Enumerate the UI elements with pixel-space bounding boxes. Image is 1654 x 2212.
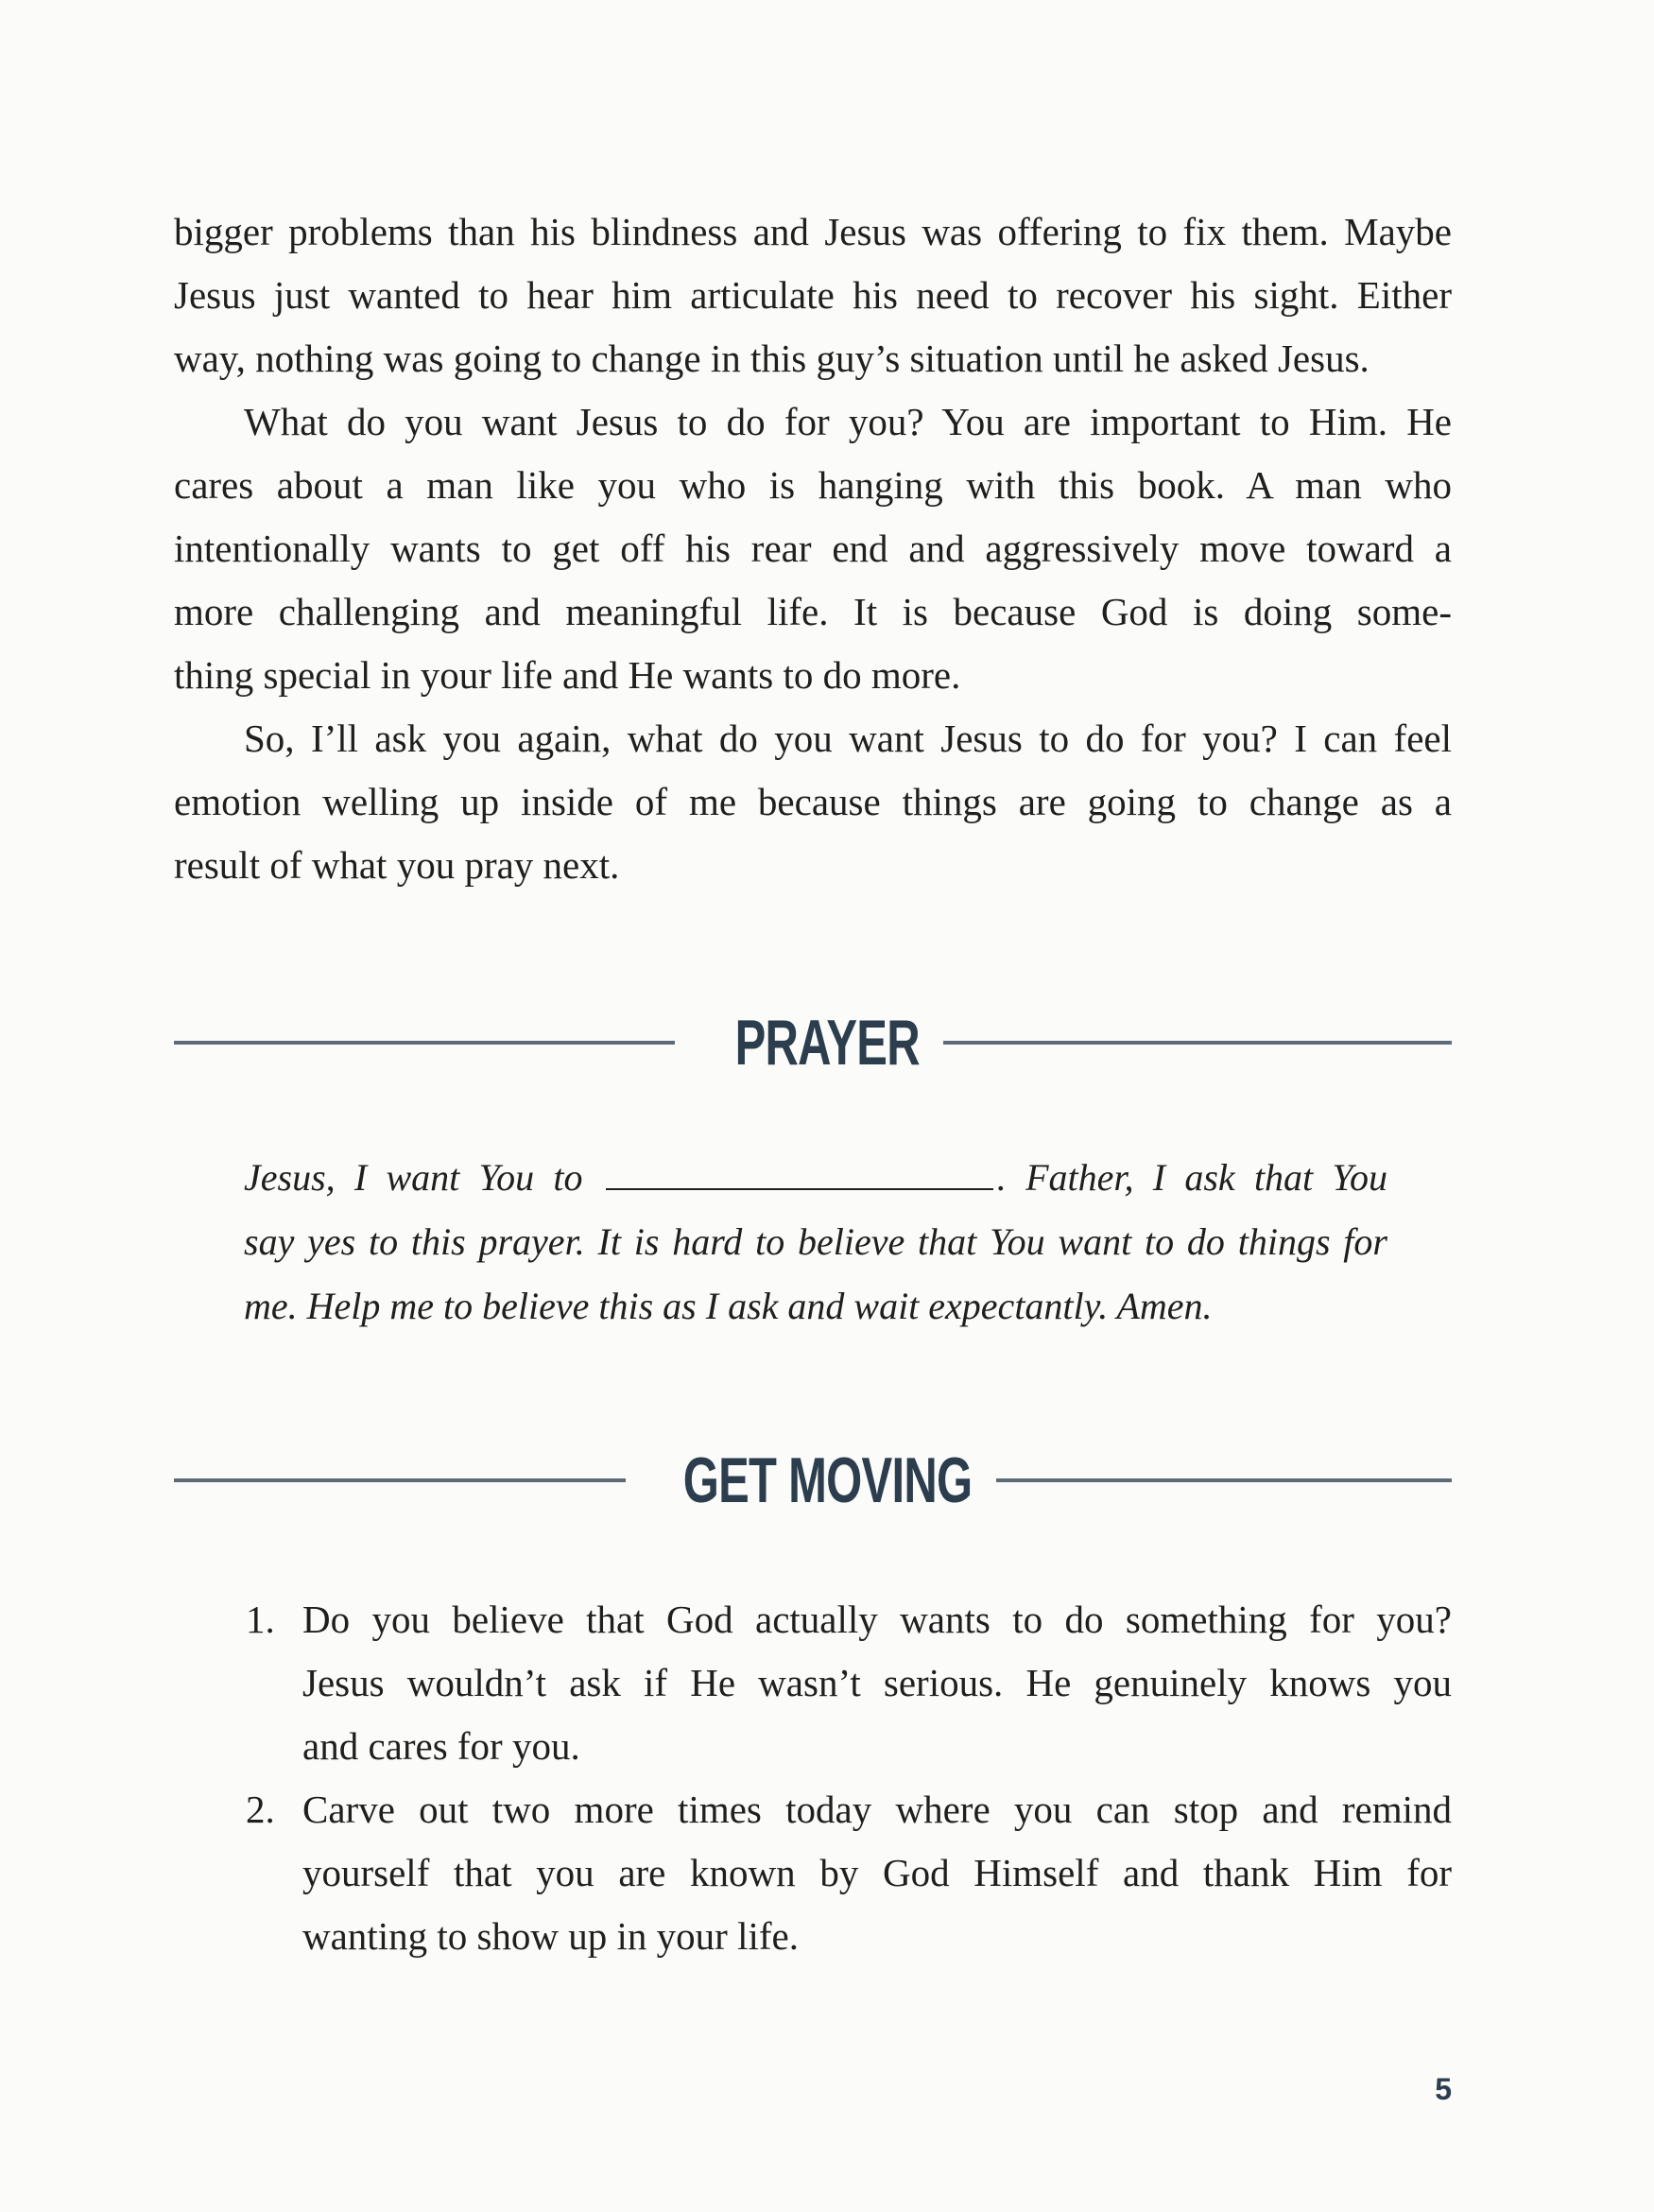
get-moving-heading: GET MOVING <box>682 1444 973 1516</box>
get-moving-section-header <box>174 1443 1452 1518</box>
text-line: result of what you pray next. <box>174 843 620 887</box>
text-line: emotion welling up inside of me because things are going to change as a <box>174 780 1452 823</box>
prayer-line-start: Jesus, I want You to <box>244 1156 583 1199</box>
text-line: Jesus wouldn’t ask if He wasn’t serious. He genuinely knows you <box>302 1661 1452 1704</box>
text-line: Carve out two more times today where you can stop and remind <box>302 1788 1452 1831</box>
action-steps-list <box>174 1588 1452 1968</box>
page-number: 5 <box>1435 2072 1452 2106</box>
prayer-section-header <box>174 1005 1452 1080</box>
intro-paragraph <box>174 200 1452 390</box>
prayer-line: say yes to this prayer. It is hard to believe that You want to do things for <box>244 1220 1387 1263</box>
text-line: Do you believe that God actually wants to do something for you? <box>302 1598 1452 1641</box>
fill-in-blank[interactable] <box>606 1152 993 1190</box>
prayer-heading: PRAYER <box>734 1007 920 1079</box>
prayer-text <box>244 1146 1387 1339</box>
text-line: What do you want Jesus to do for you? You are important to Him. He <box>244 400 1452 443</box>
divider-rule-right <box>996 1478 1452 1482</box>
text-line: thing special in your life and He wants to do more. <box>174 653 961 697</box>
divider-rule-left <box>174 1478 626 1482</box>
list-item <box>174 1778 1452 1968</box>
paragraph-ask-again <box>174 707 1452 897</box>
text-line: wanting to show up in your life. <box>302 1914 799 1958</box>
paragraph-important <box>174 390 1452 707</box>
text-line: way, nothing was going to change in this guy’s situation until he asked Jesus. <box>174 337 1370 380</box>
divider-rule-left <box>174 1041 675 1045</box>
text-line: cares about a man like you who is hanging with this book. A man who <box>174 463 1452 507</box>
prayer-line <box>244 1146 1387 1210</box>
text-line: Jesus just wanted to hear him articulate his need to recover his sight. Either <box>174 273 1452 317</box>
text-line: yourself that you are known by God Himself and thank Him for <box>302 1851 1452 1894</box>
prayer-line: me. Help me to believe this as I ask and wait expectantly. Amen. <box>244 1285 1213 1327</box>
list-item-number: 2. <box>246 1788 275 1831</box>
divider-rule-right <box>943 1041 1452 1045</box>
text-line: So, I’ll ask you again, what do you want Jesus to do for you? I can feel <box>244 717 1452 760</box>
body-text <box>174 200 1452 897</box>
prayer-line-end: . Father, I ask that You <box>996 1156 1388 1199</box>
text-line: bigger problems than his blindness and Jesus was offering to fix them. Maybe <box>174 210 1452 253</box>
text-line: more challenging and meaningful life. It is because God is doing some- <box>174 590 1452 633</box>
list-item <box>174 1588 1452 1778</box>
list-item-number: 1. <box>246 1598 275 1641</box>
text-line: intentionally wants to get off his rear end and aggressively move toward a <box>174 527 1452 570</box>
text-line: and cares for you. <box>302 1724 580 1768</box>
